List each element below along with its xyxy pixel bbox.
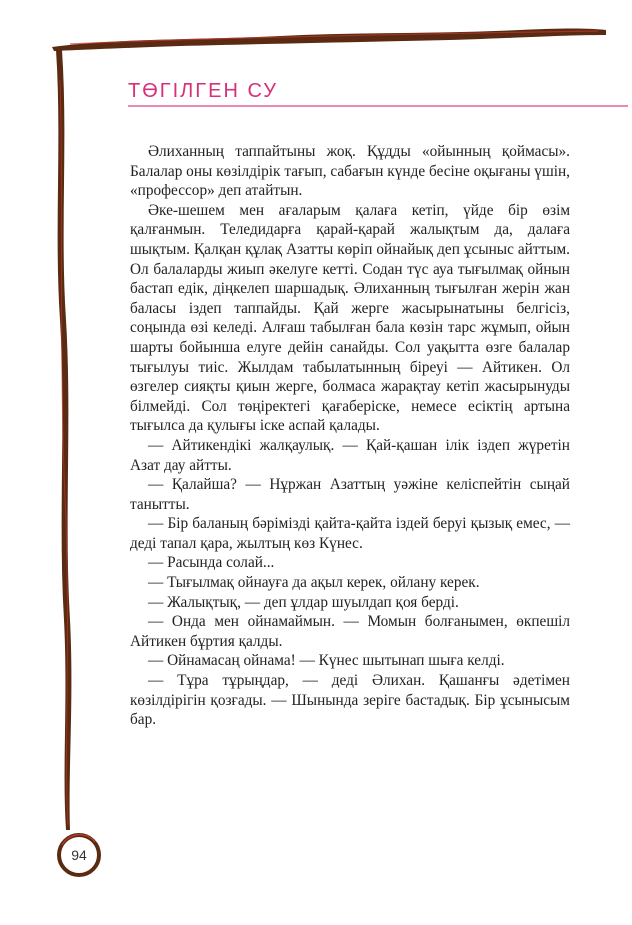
title-underline xyxy=(128,105,628,107)
paragraph: — Қалайша? — Нұржан Азаттың уәжіне келіспейтін сыңай танытты. xyxy=(130,476,570,513)
paragraph: — Тығылмақ ойнауға да ақыл керек, ойлану керек. xyxy=(148,574,480,592)
paragraph: — Онда мен ойнамаймын. — Момын болғанымен, өкпешіл Айтикен бұртия қалды. xyxy=(130,613,570,650)
paragraph: — Расында солай... xyxy=(148,554,275,572)
page-number: 94 xyxy=(71,847,87,863)
paragraph: — Жалықтық, — деп ұлдар шуылдап қоя берді. xyxy=(148,593,459,611)
story-text xyxy=(130,142,570,730)
paragraph: — Ойнамасаң ойнама! — Күнес шытынап шыға келді. xyxy=(148,652,505,670)
chapter-title: ТӨГІЛГЕН СУ xyxy=(128,80,278,102)
paragraph: Әке-шешем мен ағаларым қалаға кетіп, үйде бір өзім қалғанмын. Теледидарға қарай-қарай жалықтым да, далаға шықтым. Қалқан құлақ Азатты көріп ойнайық деп ұсыныс айттым. Ол балаларды жиып әкелуге кетті. Содан түс ауа тығылмақ ойнын бастап едік, діңкелеп шаршадық. Әлиханның тығылған жерін жан баласы іздеп таппайды. Қай жерге жасырынатыны белгісіз, соңында өзі келеді. Алғаш табылған бала көзін тарс жұмып, ойын шарты бойынша елуге дейін санайды. Сол уақытта өзге балалар тығылуы тиіс. Жылдам табылатынның біреуі — Айтикен. Ол өзгелер сияқты қиын жерге, болмаса жарақтау кетіп жасырынуды білмейді. Сол төңіректегі қағаберіске, немесе есіктің артына тығылса да қулығы іске аспай қалады. xyxy=(130,201,570,435)
paragraph: — Айтикендікі жалқаулық. — Қай-қашан ілік іздеп жүретін Азат дау айтты. xyxy=(130,436,570,474)
paragraph: — Тұра тұрыңдар, — деді Әлихан. Қашанғы әдетімен көзілдірігін қозғады. — Шынында зеріге бастадық. Бір ұсынысым бар. xyxy=(130,672,570,729)
paragraph: — Бір баланың бәрімізді қайта-қайта іздей беруі қызық емес, — деді тапал қара, жылтың көз Күнес. xyxy=(130,515,570,552)
paragraph: Әлиханның таппайтыны жоқ. Құдды «ойынның қоймасы». Балалар оны көзілдірік тағып, сабағын күнде бесіне оқығаны үшін, «профессор» деп атайтын. xyxy=(130,143,570,200)
left-brush-stroke xyxy=(56,50,71,830)
